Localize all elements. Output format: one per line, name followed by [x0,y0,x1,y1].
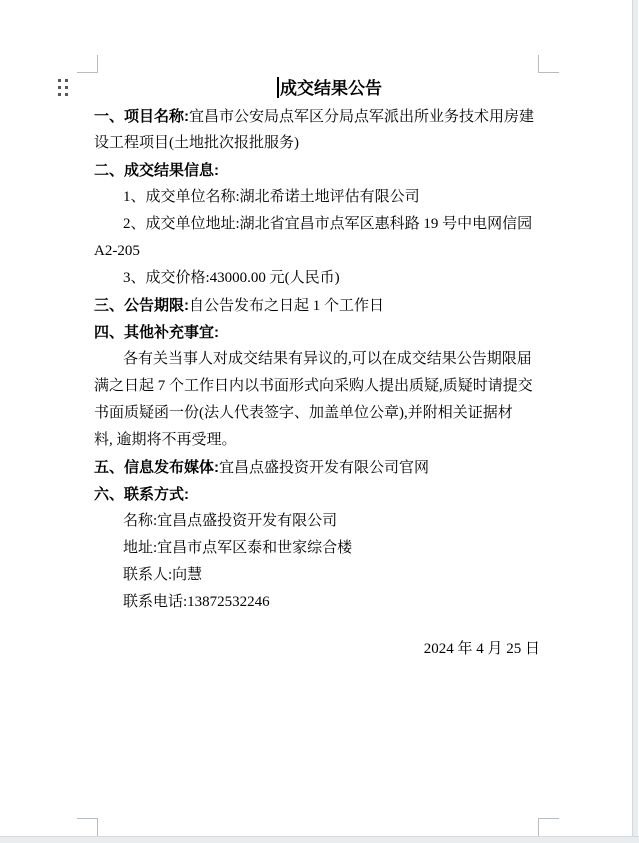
doc-line-heading: 五、信息发布媒体: [94,459,219,476]
doc-line-text: 设工程项目(土地批次报批服务) [94,135,299,151]
doc-line-heading: 三、公告期限: [94,297,189,314]
doc-line[interactable] [94,292,540,319]
doc-line[interactable] [94,346,540,373]
doc-line[interactable] [94,481,540,508]
doc-line[interactable] [94,319,540,346]
doc-line-text: 3、成交价格:43000.00 元(人民币) [123,270,340,286]
doc-line[interactable] [94,157,540,184]
doc-line[interactable] [94,589,540,616]
margin-crop-mark-top-right [538,55,559,73]
doc-line-heading: 六、联系方式: [94,486,189,503]
doc-line[interactable] [94,562,540,589]
doc-line[interactable] [94,400,540,427]
doc-line[interactable] [94,211,540,238]
document-title[interactable]: 成交结果公告 [280,79,382,98]
doc-line-text: 自公告发布之日起 1 个工作日 [189,298,385,314]
doc-line[interactable] [94,373,540,400]
doc-line-text: A2-205 [94,243,140,259]
doc-line[interactable] [94,265,540,292]
doc-line-text: 料, 逾期将不再受理。 [94,432,237,448]
doc-line[interactable] [94,535,540,562]
doc-line[interactable] [94,238,540,265]
doc-line-heading: 二、成交结果信息: [94,162,219,179]
doc-line[interactable] [94,427,540,454]
doc-line-text: 1、成交单位名称:湖北希诺土地评估有限公司 [123,189,420,205]
doc-line-text: 满之日起 7 个工作日内以书面形式向采购人提出质疑,质疑时请提交 [94,378,533,394]
doc-line-heading: 一、项目名称: [94,108,189,125]
doc-line-text: 地址:宜昌市点军区泰和世家综合楼 [123,540,353,556]
drag-handle-icon[interactable] [58,79,68,96]
page-edge-gutter-right [632,0,638,842]
doc-line-text: 联系电话:13872532246 [123,594,270,610]
document-date[interactable]: 2024 年 4 月 25 日 [423,641,540,657]
doc-line-text: 各有关当事人对成交结果有异议的,可以在成交结果公告期限届 [123,351,532,367]
doc-line-text: 联系人:向慧 [123,567,203,583]
doc-line-text: 书面质疑函一份(法人代表签字、加盖单位公章),并附相关证据材 [94,405,513,421]
doc-line[interactable] [94,103,540,130]
doc-line[interactable] [94,508,540,535]
margin-crop-mark-bottom-right [538,818,559,836]
doc-line-text: 宜昌市公安局点军区分局点军派出所业务技术用房建 [189,109,535,125]
doc-line-text: 2、成交单位地址:湖北省宜昌市点军区惠科路 19 号中电网信园 [123,216,533,232]
doc-line[interactable] [94,130,540,157]
margin-crop-mark-top-left [77,55,98,73]
doc-line-heading: 四、其他补充事宜: [94,324,219,341]
margin-crop-mark-bottom-left [77,818,98,836]
doc-line-text: 宜昌点盛投资开发有限公司官网 [219,460,430,476]
doc-line-text: 名称:宜昌点盛投资开发有限公司 [123,513,338,529]
doc-line[interactable] [94,454,540,481]
document-body [94,103,540,616]
doc-line[interactable] [94,184,540,211]
